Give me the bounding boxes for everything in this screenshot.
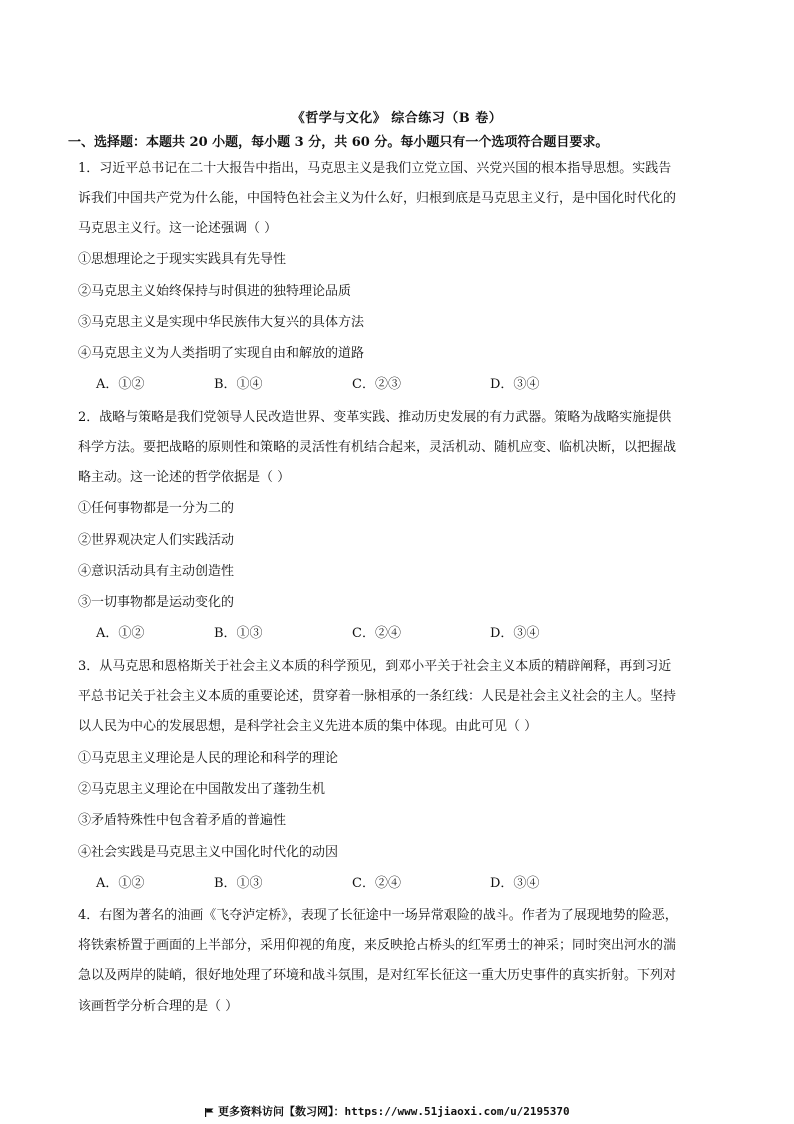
q2-option-4: ③一切事物都是运动变化的 xyxy=(78,595,235,610)
q3-stem-line-3: 以人民为中心的发展思想，是科学社会主义先进本质的集中体现。由此可见（ ） xyxy=(78,719,538,734)
q1-choice-a[interactable]: A．①② xyxy=(96,377,145,392)
section-heading: 一、选择题：本题共 20 小题，每小题 3 分，共 60 分。每小题只有一个选项符合题目要求。 xyxy=(68,135,609,150)
q1-stem-line-1: 1．习近平总书记在二十大报告中指出，马克思主义是我们立党立国、兴党兴国的根本指导思想。实践告 xyxy=(78,161,672,176)
q2-stem-line-1: 2．战略与策略是我们党领导人民改造世界、变革实践、推动历史发展的有力武器。策略为战略实施提供 xyxy=(78,410,672,425)
q2-stem-line-3: 略主动。这一论述的哲学依据是（ ） xyxy=(78,470,291,485)
q1-choice-b[interactable]: B．①④ xyxy=(214,377,263,392)
q3-stem-line-2: 平总书记关于社会主义本质的重要论述，贯穿着一脉相承的一条红线：人民是社会主义社会的主人。坚持 xyxy=(78,689,677,704)
q4-stem-line-3: 急以及两岸的陡峭，很好地处理了环境和战斗氛围，是对红军长征这一重大历史事件的真实折射。下列对 xyxy=(78,968,677,983)
q4-stem-line-1: 4．右图为著名的油画《飞夺泸定桥》，表现了长征途中一场异常艰险的战斗。作者为了展现地势的险恶， xyxy=(78,908,678,923)
q3-choice-d[interactable]: D．③④ xyxy=(490,876,540,891)
q2-choice-a[interactable]: A．①② xyxy=(96,626,145,641)
page-title: 《哲学与文化》 综合练习（B 卷） xyxy=(291,111,503,126)
q2-choice-b[interactable]: B．①③ xyxy=(214,626,263,641)
q1-stem-line-2: 诉我们中国共产党为什么能，中国特色社会主义为什么好，归根到底是马克思主义行，是中国化时代化的 xyxy=(78,191,677,206)
q1-option-2: ②马克思主义始终保持与时俱进的独特理论品质 xyxy=(78,284,352,299)
q3-option-1: ①马克思主义理论是人民的理论和科学的理论 xyxy=(78,751,339,766)
q3-option-3: ③矛盾特殊性中包含着矛盾的普遍性 xyxy=(78,813,287,828)
footer-text: 更多资料访问【数习网】：https://www.51jiaoxi.com/u/2195370 xyxy=(218,1105,570,1118)
q3-option-2: ②马克思主义理论在中国散发出了蓬勃生机 xyxy=(78,782,326,797)
q2-choice-c[interactable]: C．②④ xyxy=(352,626,401,641)
q2-option-3: ④意识活动具有主动创造性 xyxy=(78,564,235,579)
q1-option-4: ④马克思主义为人类指明了实现自由和解放的道路 xyxy=(78,346,365,361)
q3-choice-a[interactable]: A．①② xyxy=(96,876,145,891)
q2-option-1: ①任何事物都是一分为二的 xyxy=(78,501,235,516)
q1-choice-d[interactable]: D．③④ xyxy=(490,377,540,392)
flag-icon xyxy=(205,1108,214,1116)
q2-choice-d[interactable]: D．③④ xyxy=(490,626,540,641)
q2-stem-line-2: 科学方法。要把战略的原则性和策略的灵活性有机结合起来，灵活机动、随机应变、临机决断，以把握战 xyxy=(78,440,677,455)
q3-choice-c[interactable]: C．②④ xyxy=(352,876,401,891)
q1-option-1: ①思想理论之于现实实践具有先导性 xyxy=(78,252,287,267)
q3-stem-line-1: 3．从马克思和恩格斯关于社会主义本质的科学预见，到邓小平关于社会主义本质的精辟阐释，再到习近 xyxy=(78,659,672,674)
q3-option-4: ④社会实践是马克思主义中国化时代化的动因 xyxy=(78,845,339,860)
footer-link[interactable] xyxy=(205,1103,570,1119)
q4-stem-line-2: 将铁索桥置于画面的上半部分，采用仰视的角度，来反映抢占桥头的红军勇士的神采；同时突出河水的湍 xyxy=(78,938,677,953)
q2-option-2: ②世界观决定人们实践活动 xyxy=(78,533,235,548)
q1-choice-c[interactable]: C．②③ xyxy=(352,377,401,392)
q3-choice-b[interactable]: B．①③ xyxy=(214,876,263,891)
q4-stem-line-4: 该画哲学分析合理的是（ ） xyxy=(78,999,239,1014)
q1-stem-line-3: 马克思主义行。这一论述强调（ ） xyxy=(78,221,278,236)
q1-option-3: ③马克思主义是实现中华民族伟大复兴的具体方法 xyxy=(78,315,365,330)
